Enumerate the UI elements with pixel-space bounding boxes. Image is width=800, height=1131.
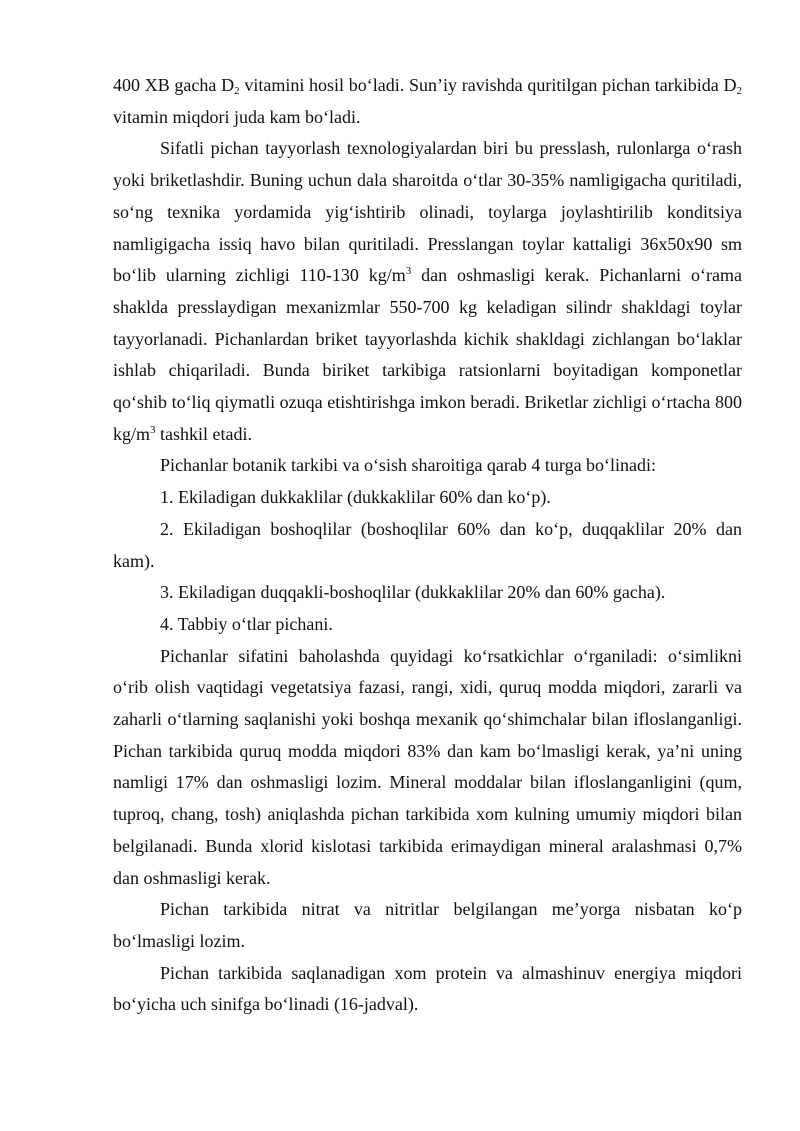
text-run: vitamin miqdori juda kam bo‘ladi.	[113, 106, 361, 127]
subscript: 2	[736, 85, 742, 97]
list-item: 3. Ekiladigan duqqakli-boshoqlilar (dukkaklilar 20% dan 60% gacha).	[160, 582, 666, 603]
paragraph-nitrates: Pichan tarkibida nitrat va nitritlar belgilangan me’yorga nisbatan ko‘p bo‘lmasligi lozim.	[113, 899, 742, 951]
superscript: 3	[150, 423, 156, 436]
list-item: 4. Tabbiy o‘tlar pichani.	[160, 613, 333, 634]
paragraph-classes: Pichan tarkibida saqlanadigan xom protein va almashinuv energiya miqdori bo‘yicha uch sinifga bo‘linadi (16-jadval).	[113, 962, 742, 1015]
paragraph-quality: Pichanlar sifatini baholashda quyidagi ko‘rsatkichlar o‘rganiladi: o‘simlikni o‘rib olish vaqtidagi vegetatsiya fazasi, rangi, xidi, quruq modda miqdori, zararli va zaharli o‘tlarning saqlanishi yoki boshqa mexanik qo‘shimchalar bilan ifloslanganligi. Pichan tarkibida quruq modda miqdori 83% dan kam bo‘lmasligi kerak, ya’ni uning namligi 17% dan oshmasligi lozim. Mineral moddalar bilan ifloslanganligini (qum, tuproq, chang, tosh) aniqlashda pichan tarkibida xom kulning umumiy miqdori bilan belgilanadi. Bunda xlorid kislotasi tarkibida erimaydigan mineral aralashmasi 0,7% dan oshmasligi kerak.	[113, 645, 742, 888]
subscript: 2	[234, 85, 240, 97]
text-run: Sifatli pichan tayyorlash texnologiyalardan biri bu presslash, rulonlarga o‘rash yoki briketlashdir. Buning uchun dala sharoitda o‘tlar 30-35% namligigacha quritiladi, so‘ng texnika yordamida yig‘ishtirib olinadi, toylarga joylashtirilib konditsiya namligigacha issiq havo bilan quritiladi. Presslangan toylar kattaligi 36x50x90 sm bo‘lib ularning zichligi 110-130 kg/m	[113, 138, 742, 286]
list-item: 2. Ekiladigan boshoqlilar (boshoqlilar 60% dan ko‘p, duqqaklilar 20% dan kam).	[113, 518, 742, 571]
list-item: 1. Ekiladigan dukkaklilar (dukkaklilar 60% dan ko‘p).	[160, 487, 551, 508]
paragraph-types-intro: Pichanlar botanik tarkibi va o‘sish sharoitiga qarab 4 turga bo‘linadi:	[160, 455, 657, 476]
paragraph-vitamin-d	[113, 70, 742, 133]
text-run: dan oshmasligi kerak. Pichanlarni o‘rama shaklda presslaydigan mexanizmlar 550-700 kg keladigan silindr shakldagi toylar tayyorlanadi. Pichanlardan briket tayyorlashda kichik shakldagi zichlangan bo‘laklar ishlab chiqariladi. Bunda biriket tarkibiga ratsionlarni boyitadigan komponetlar qo‘shib to‘liq qiymatli ozuqa etishtirishga imkon beradi. Briketlar zichligi o‘rtacha 800 kg/m	[113, 265, 742, 444]
text-run: 400 XB gacha D	[113, 75, 235, 95]
text-run: tashkil etadi.	[155, 423, 252, 444]
text-run: vitamini hosil bo‘ladi. Sun’iy ravishda quritilgan pichan tarkibida D	[239, 75, 737, 95]
superscript: 3	[405, 265, 412, 278]
paragraph-pressing	[113, 133, 742, 450]
